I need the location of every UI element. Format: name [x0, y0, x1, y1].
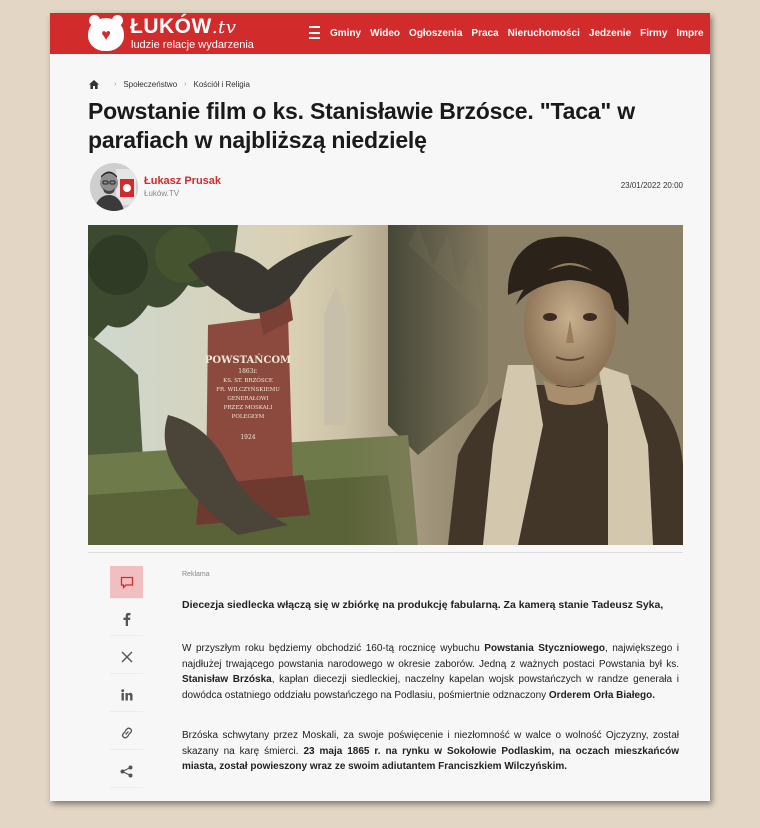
monument-inscription: POLEGŁYM — [231, 414, 265, 420]
nav-item-wideo[interactable]: Wideo — [370, 28, 401, 39]
logo-tagline: ludzie relacje wydarzenia — [131, 39, 254, 51]
chevron-right-icon: › — [114, 81, 117, 88]
share-button[interactable] — [110, 755, 143, 788]
share-icon — [120, 765, 133, 778]
home-icon[interactable] — [89, 80, 99, 89]
site-header — [50, 13, 710, 54]
bold-text: Powstania Styczniowego — [484, 643, 605, 654]
nav-item-ogloszenia[interactable]: Ogłoszenia — [409, 28, 463, 39]
breadcrumb-item-spoleczenstwo[interactable]: Społeczeństwo — [123, 80, 178, 89]
facebook-icon — [123, 612, 131, 626]
article-title: Powstanie film o ks. Stanisławie Brzósce. "Taca" w parafiach w najbliższą niedzielę — [88, 98, 635, 153]
copy-link-button[interactable] — [110, 717, 143, 750]
monument-inscription: FR. WILCZYŃSKIEMU — [216, 387, 280, 393]
site-logo[interactable] — [88, 15, 288, 53]
linkedin-share-button[interactable] — [110, 679, 143, 712]
monument-inscription: 1863r. — [238, 368, 258, 375]
bold-text: Stanisław Brzóska — [182, 674, 272, 685]
nav-item-jedzenie[interactable]: Jedzenie — [588, 28, 632, 39]
monument-inscription: PRZEZ MOSKALI — [223, 405, 273, 411]
breadcrumb-item-kosciol[interactable]: Kościół i Religia — [193, 80, 250, 89]
article-lead: Diecezja siedlecka włączą się w zbiórkę na produkcję fabularną. Za kamerą stanie Tadeusz Syka, — [182, 599, 664, 611]
author-organization: Łuków.TV — [144, 189, 180, 198]
bold-text: Orderem Orła Białego. — [548, 689, 656, 701]
hero-image — [88, 225, 683, 545]
comment-button[interactable] — [110, 566, 143, 599]
ad-label: Reklama — [182, 571, 210, 578]
facebook-share-button[interactable] — [110, 603, 143, 636]
article-paragraph: W przyszłym roku będziemy obchodzić 160-tą rocznicę wybuchu Powstania Styczniowego, największego i najdłużej trwającego powstania narodowego w okresie zaborów. Jedną z ważnych postaci Powstania był ks. Stanisław Brzóska, kapłan diecezji siedleckiej, naczelny kapelan wojsk powstańczych w randze generała i dowódca ostatniego oddziału powstańczego na Podlasiu, pośmiertnie odznaczony Orderem Orła Białego. — [182, 643, 680, 701]
link-icon — [120, 726, 134, 740]
bold-text: 23 maja 1865 r. na rynku w Sokołowie Podlaskim, na oczach mieszkańców miasta, został powieszony wraz ze swoim adiutantem Franciszkiem Wilczyńskim. — [182, 745, 679, 772]
nav-item-gminy[interactable]: Gminy — [330, 28, 362, 39]
logo-text: ŁUKÓW.tv — [130, 15, 237, 38]
monument-inscription: POWSTAŃCOM — [204, 355, 292, 366]
page-frame — [50, 13, 710, 801]
x-share-button[interactable] — [110, 641, 143, 674]
hamburger-menu-icon[interactable] — [309, 26, 320, 39]
x-icon — [121, 651, 133, 663]
nav-item-firmy[interactable]: Firmy — [640, 28, 668, 39]
linkedin-icon — [121, 689, 133, 701]
publish-date: 23/01/2022 20:00 — [620, 181, 683, 190]
bear-logo-icon: ♥ — [88, 18, 124, 51]
comment-icon — [120, 576, 134, 589]
breadcrumb — [89, 80, 250, 89]
monument-inscription: 1924 — [240, 434, 256, 441]
chevron-right-icon: › — [184, 81, 187, 88]
nav-item-nieruchomosci[interactable]: Nieruchomości — [507, 28, 580, 39]
nav-item-imprezy[interactable]: Impre — [676, 28, 704, 39]
monument-inscription: KS. ST. BRZÓSCE — [223, 378, 273, 384]
divider — [88, 552, 683, 553]
nav-item-praca[interactable]: Praca — [471, 28, 499, 39]
main-nav — [330, 13, 710, 54]
author-avatar[interactable] — [90, 163, 138, 211]
article-paragraph: Brzóska schwytany przez Moskali, za swoje poświęcenie i niezłomność w walce o wolność Ojczyzny, został skazany na karę śmierci. 23 maja 1865 r. na rynku w Sokołowie Podlaskim, na oczach mieszkańców miasta, został powieszony wraz ze swoim adiutantem Franciszkiem Wilczyńskim. — [182, 730, 679, 772]
author-name[interactable]: Łukasz Prusak — [144, 175, 222, 187]
monument-inscription: GENERAŁOWI — [227, 396, 269, 402]
